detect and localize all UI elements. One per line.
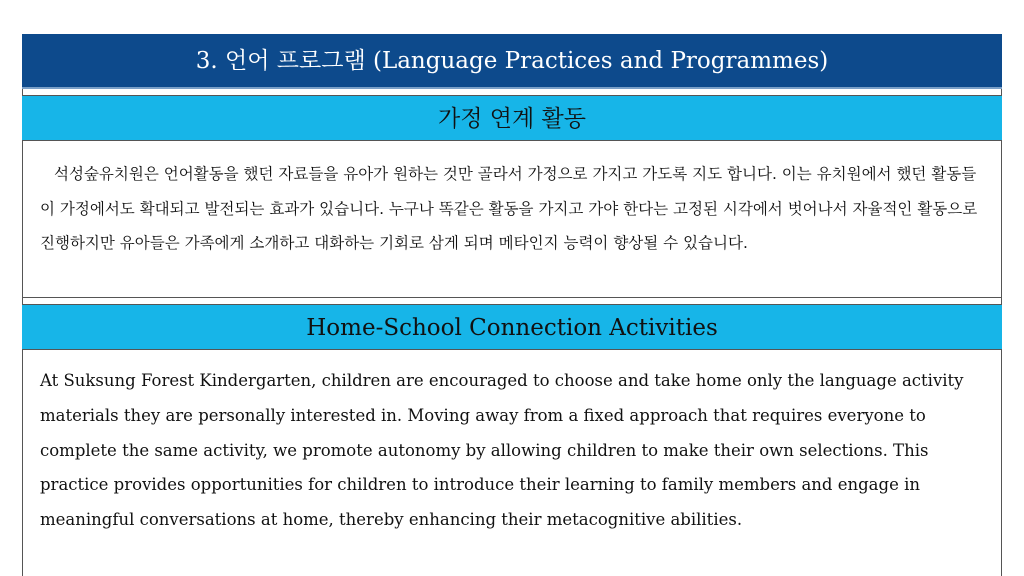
korean-section-body: 석성숲유치원은 언어활동을 했던 자료들을 유아가 원하는 것만 골라서 가정으로 가지고 가도록 지도 합니다. 이는 유치원에서 했던 활동들이 가정에서도 확대되고 발전되는 효과가 있습니다. 누구나 똑같은 활동을 가지고 가야 한다는 고정된 시각에서 벗어나서 자율적인 활동으로 진행하지만 유아들은 가족에게 소개하고 대화하는 기회로 삼게 되며 메타인지 능력이 향상될 수 있습니다. [22,141,1002,298]
korean-section-heading: 가정 연계 활동 [22,95,1002,141]
page-title: 3. 언어 프로그램 (Language Practices and Programmes) [22,34,1002,89]
english-section-heading: Home-School Connection Activities [22,304,1002,350]
english-section-body: At Suksung Forest Kindergarten, children are encouraged to choose and take home only the language activity materials they are personally interested in. Moving away from a fixed approach that requires everyone to complete the same activity, we promote autonomy by allowing children to make their own selections. This practice provides opportunities for children to introduce their learning to family members and engage in meaningful conversations at home, thereby enhancing their metacognitive abilities. [40,371,964,530]
